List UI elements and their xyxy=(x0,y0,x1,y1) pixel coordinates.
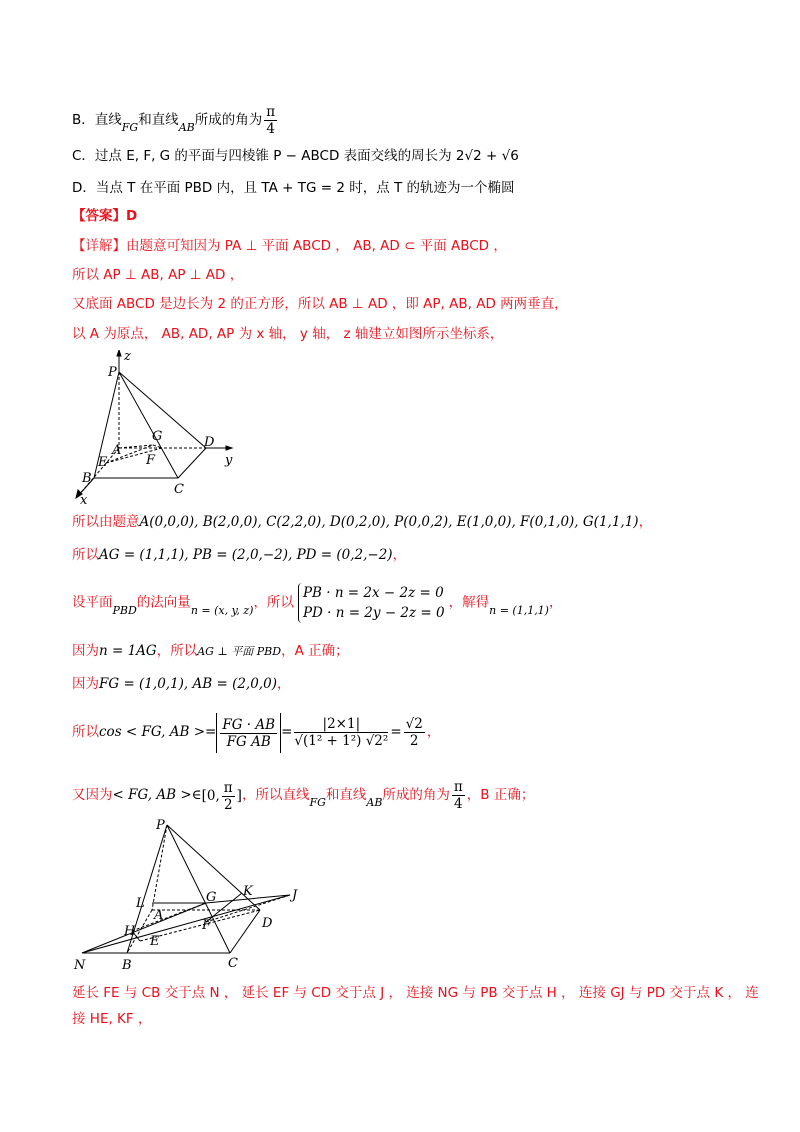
line-ab-label: AB xyxy=(366,796,383,809)
detail-line-9-a: 因为 xyxy=(72,676,99,692)
option-b-angle-text: 所成的角为 xyxy=(194,112,263,128)
option-b xyxy=(72,104,279,137)
fig2-label-p: P xyxy=(156,818,165,833)
detail-line-8-b: ，所以 xyxy=(156,643,198,659)
fig1-label-y: y xyxy=(225,453,233,468)
detail-line-7-d: ，解得 xyxy=(448,594,490,611)
detail-line-13: 接 HE, KF ， xyxy=(72,1011,152,1027)
plane-pbd-label: PBD xyxy=(112,603,137,617)
detail-line-3: 又底面 ABCD 是边长为 2 的正方形，所以 AB ⊥ AD ，即 AP, AB, AD 两两垂直， xyxy=(72,296,568,312)
fig1-label-e: E xyxy=(98,455,108,470)
cos-fraction-2 xyxy=(294,716,388,749)
detail-line-12: 延长 FE 与 CB 交于点 N ， 延长 EF 与 CD 交于点 J ， 连接 NG 与 PB 交于点 H ， 连接 GJ 与 PD 交于点 K ， 连 xyxy=(72,985,759,1001)
equation-system xyxy=(298,583,445,623)
detail-line-6-suffix: ， xyxy=(392,547,407,563)
detail-line-1: 【详解】由题意可知因为 PA ⊥ 平面 ABCD ， AB, AD ⊂ 平面 ABCD ， xyxy=(72,238,507,254)
option-b-and: 和直线 xyxy=(138,112,179,128)
detail-line-9-b: ， xyxy=(276,676,291,692)
option-c: C．过点 E, F, G 的平面与四棱锥 P − ABCD 表面交线的周长为 2√2 + √6 xyxy=(72,148,519,164)
vector-values: AG = (1,1,1), PB = (2,0,−2), PD = (0,2,−2) xyxy=(99,547,393,563)
detail-line-10 xyxy=(72,712,440,753)
detail-line-11-c: 和直线 xyxy=(325,787,367,803)
fig2-label-j: J xyxy=(292,888,298,903)
detail-line-5-prefix: 所以由题意 xyxy=(72,514,140,530)
cos-frac2-num: |2×1| xyxy=(294,716,388,733)
equation-1: PB · n = 2x − 2z = 0 xyxy=(302,585,444,601)
cos-expression: cos < FG, AB >= xyxy=(99,724,217,740)
detail-line-9 xyxy=(72,674,290,694)
fig2-label-l: L xyxy=(136,896,145,911)
detail-line-8-a: 因为 xyxy=(72,643,99,659)
detail-line-7 xyxy=(72,583,562,623)
angle-range-den: 2 xyxy=(223,796,233,813)
fig2-label-g: G xyxy=(206,890,217,905)
fig2-label-n: N xyxy=(74,958,86,973)
fig1-label-d: D xyxy=(204,435,215,450)
normal-vector-def: n = (x, y, z) xyxy=(190,603,254,617)
option-b-label: B．直线 xyxy=(72,112,122,128)
cos-eq-2: = xyxy=(390,724,402,740)
angle-pi: π xyxy=(453,779,463,795)
detail-line-6-prefix: 所以 xyxy=(72,547,99,563)
option-b-ab: AB xyxy=(178,121,195,134)
fig1-label-x: x xyxy=(80,493,88,505)
figure-section-pyramid xyxy=(72,815,312,975)
detail-line-7-e: ， xyxy=(548,594,563,611)
normal-vector-solution: n = (1,1,1) xyxy=(489,603,549,617)
fig2-label-c: C xyxy=(228,956,238,971)
cos-frac1-den: FG AB xyxy=(226,733,271,750)
detail-line-5 xyxy=(72,512,652,532)
detail-line-11-a: 又因为 xyxy=(72,787,113,803)
option-d: D．当点 T 在平面 PBD 内，且 TA + TG = 2 时，点 T 的轨迹为一个椭圆 xyxy=(72,180,515,196)
angle-four: 4 xyxy=(454,796,463,812)
detail-line-11-b: ，所以直线 xyxy=(241,787,310,803)
detail-line-7-b: 的法向量 xyxy=(136,594,191,611)
fig1-label-a: A xyxy=(112,443,122,458)
detail-line-5-suffix: ， xyxy=(638,514,653,530)
angle-range-num: π xyxy=(223,779,233,796)
fig2-label-a: A xyxy=(154,908,164,923)
fig2-label-k: K xyxy=(243,884,253,899)
detail-line-10-a: 所以 xyxy=(72,724,99,740)
fg-ab-vectors: FG = (1,0,1), AB = (2,0,0) xyxy=(99,676,277,692)
cos-frac2-den: √(1² + 1²) √2² xyxy=(294,733,389,749)
answer-label: 【答案】D xyxy=(72,208,138,224)
cos-fraction-1 xyxy=(216,713,281,753)
fig2-label-f: F xyxy=(202,918,212,933)
detail-line-11-e: ，B 正确； xyxy=(466,787,535,803)
fig1-label-b: B xyxy=(82,471,92,486)
figure-coordinate-pyramid xyxy=(70,350,250,505)
fig1-label-c: C xyxy=(174,482,184,497)
detail-line-8 xyxy=(72,641,349,662)
fig1-label-z: z xyxy=(124,350,131,364)
angle-range-start: 0, xyxy=(206,787,220,804)
cos-frac3-den: 2 xyxy=(409,733,419,749)
equation-2: PD · n = 2y − 2z = 0 xyxy=(302,605,445,621)
cos-frac1-num: FG · AB xyxy=(222,716,276,733)
detail-line-11-d: 所成的角为 xyxy=(382,787,450,803)
option-b-angle-fraction: $\frac{\pi}{4}$ xyxy=(266,104,276,137)
fig1-label-p: P xyxy=(108,365,117,380)
cos-eq-1: = xyxy=(281,724,293,740)
detail-line-2: 所以 AP ⊥ AB, AP ⊥ AD ， xyxy=(72,267,244,283)
option-b-fg: FG xyxy=(121,121,139,134)
detail-line-10-b: ， xyxy=(426,724,441,740)
cos-fraction-3 xyxy=(404,716,425,749)
cos-frac3-num: √2 xyxy=(405,716,423,732)
detail-line-4: 以 A 为原点， AB, AD, AP 为 x 轴， y 轴， z 轴建立如图所示坐标系， xyxy=(72,326,504,342)
angle-range-expression: < FG, AB >∈ xyxy=(112,787,202,803)
angle-range-interval: [0, $\frac{\pi}{2}$ ] xyxy=(201,779,242,813)
fig1-label-g: G xyxy=(152,429,163,444)
n-equals-ag: n = 1AG xyxy=(99,643,157,659)
line-fg-label: FG xyxy=(309,796,326,809)
angle-pi-over-4 xyxy=(452,779,465,812)
detail-line-6 xyxy=(72,545,406,565)
point-coordinates: A(0,0,0), B(2,0,0), C(2,2,0), D(0,2,0), P(0,0,2), E(1,0,0), F(0,1,0), G(1,1,1) xyxy=(139,514,639,530)
ag-perp-plane: AG ⊥ 平面 PBD xyxy=(197,645,282,658)
detail-line-8-d: ，A 正确； xyxy=(281,643,349,659)
fig2-label-d: D xyxy=(262,916,273,931)
fig1-label-f: F xyxy=(146,453,156,468)
detail-line-11 xyxy=(72,775,534,816)
fig2-label-h: H xyxy=(124,924,136,939)
fig2-label-e: E xyxy=(150,934,160,949)
detail-line-7-c: ，所以 xyxy=(253,594,294,611)
detail-line-7-a: 设平面 xyxy=(72,594,113,611)
fig2-label-b: B xyxy=(122,958,132,973)
